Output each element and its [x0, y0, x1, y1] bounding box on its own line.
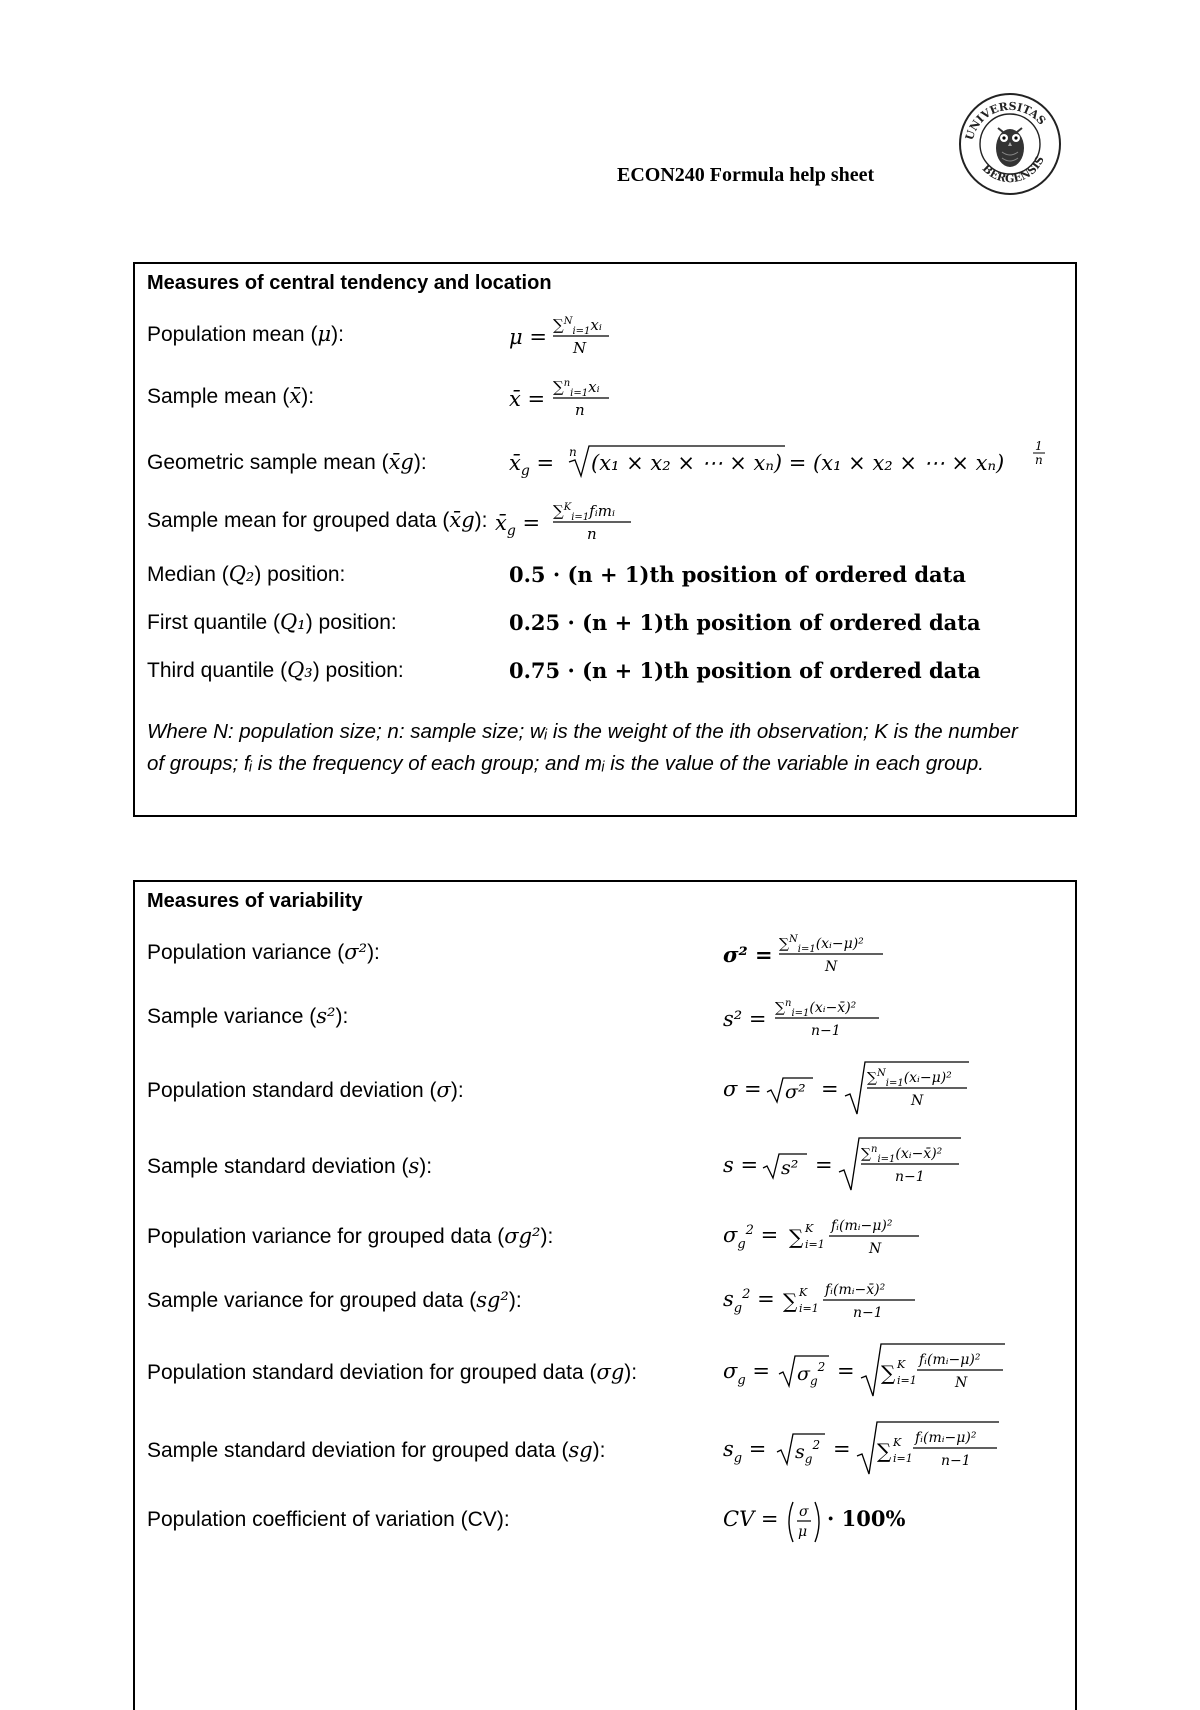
formula-sample-variance	[723, 994, 903, 1050]
svg-text:s² =: s² =	[723, 1007, 767, 1031]
svg-text:∑ni=1xᵢ: ∑$^n_{i=1}$xᵢ	[553, 378, 600, 399]
formula-row-population-sd-grouped	[147, 1352, 1065, 1392]
formula-row-geometric-mean	[147, 439, 1065, 482]
svg-text:fᵢ(mᵢ−μ)²: fᵢ(mᵢ−μ)²	[831, 1218, 893, 1234]
svg-text:σ: σ	[799, 1504, 809, 1520]
svg-text:n: n	[569, 445, 577, 459]
svg-text:n−1: n−1	[895, 1169, 925, 1185]
svg-text:N: N	[825, 959, 838, 975]
svg-text:=: =	[837, 1359, 855, 1383]
svg-text:σ =: σ =	[723, 1077, 762, 1101]
formula-sample-sd	[723, 1132, 983, 1196]
svg-text:∑Ni=1(xᵢ−μ)²: ∑$^N_{i=1}$(xᵢ−μ)²	[779, 934, 864, 955]
svg-text:sg =: $s_g$ =	[723, 1437, 767, 1466]
formula-population-variance-grouped	[723, 1210, 943, 1266]
formula-row-sample-variance-grouped	[147, 1280, 1065, 1320]
row-label: Sample standard deviation (s):	[147, 1154, 433, 1178]
svg-text:i=1: i=1	[799, 1302, 819, 1315]
svg-text:CV =: CV =	[723, 1507, 779, 1531]
definitions-note: Where N: population size; n: sample size; wᵢ is the weight of the ith observation; K is the number of groups; fᵢ is the frequency of each group; and mᵢ is the value of the variable in each group.	[147, 720, 1018, 775]
formula-coefficient-of-variation	[723, 1494, 923, 1550]
svg-text:=: =	[821, 1077, 839, 1101]
formula-row-sample-sd	[147, 1146, 1065, 1186]
svg-text:σ²: σ²	[785, 1081, 806, 1103]
row-label: Third quantile (Q₃) position:	[147, 658, 404, 682]
row-label: Sample mean for grouped data (x̄g):	[147, 508, 488, 532]
section-heading: Measures of variability	[147, 890, 363, 912]
formula-first-quantile: 0.25 · (n + 1)th position of ordered data	[509, 610, 981, 635]
svg-text:K: K	[805, 1222, 814, 1235]
formula-row-population-mean	[147, 314, 1065, 357]
svg-text:x̄g =: $x̄_g$ =	[495, 511, 541, 539]
formula-row-first-quantile	[147, 602, 1065, 642]
formula-population-sd	[723, 1056, 983, 1120]
variability-section	[133, 880, 1077, 1710]
svg-text:fᵢ(mᵢ−μ)²: fᵢ(mᵢ−μ)²	[919, 1352, 981, 1368]
svg-text:i=1: i=1	[897, 1374, 917, 1387]
svg-text:N: N	[955, 1375, 968, 1391]
svg-text:n−1: n−1	[941, 1453, 971, 1469]
formula-row-sample-sd-grouped	[147, 1430, 1065, 1470]
svg-text:1: 1	[1035, 439, 1043, 453]
page-title: ECON240 Formula help sheet	[617, 164, 875, 186]
svg-text:sg2: $s_g^2$	[795, 1438, 821, 1466]
svg-text:i=1: i=1	[893, 1452, 913, 1465]
svg-text:K: K	[799, 1286, 808, 1299]
svg-text:σg =: $\sigma_g$ =	[723, 1359, 770, 1388]
row-label: Sample mean (x̄):	[147, 384, 315, 408]
formula-population-mean	[509, 312, 649, 368]
svg-text:N: N	[869, 1241, 882, 1257]
formula-row-third-quantile	[147, 650, 1065, 690]
svg-text:∑: ∑	[877, 1439, 892, 1463]
svg-text:· 100%: · 100%	[827, 1506, 906, 1531]
svg-text:μ: μ	[798, 1524, 808, 1540]
row-label: Sample variance for grouped data (sg²):	[147, 1288, 522, 1312]
svg-text:x̄g =: $x̄_g$ =	[509, 451, 555, 479]
svg-text:fᵢ(mᵢ−x̄)²: fᵢ(mᵢ−x̄)²	[825, 1282, 886, 1298]
svg-text:∑Ni=1xᵢ: ∑$^N_{i=1}$xᵢ	[553, 316, 602, 337]
svg-text:(x₁ × x₂ × ⋯ × xₙ) = (x₁ × x₂: (x₁ × x₂ × ⋯ × xₙ) = (x₁ × x₂ × ⋯ × xₙ)	[591, 451, 1005, 475]
formula-population-variance	[723, 930, 903, 986]
row-label: Sample variance (s²):	[147, 1004, 349, 1028]
svg-text:n: n	[575, 401, 585, 419]
svg-text:∑Ki=1fᵢmᵢ: ∑$^K_{i=1}$fᵢmᵢ	[553, 502, 615, 523]
section-heading: Measures of central tendency and location	[147, 272, 552, 294]
svg-text:K: K	[897, 1358, 906, 1371]
formula-population-sd-grouped	[723, 1338, 1023, 1402]
row-label: Population mean (μ):	[147, 322, 344, 346]
formula-row-sample-variance	[147, 996, 1065, 1039]
svg-text:=: =	[833, 1437, 851, 1461]
formula-row-sample-mean	[147, 376, 1065, 419]
svg-text:=: =	[815, 1153, 833, 1177]
svg-text:N: N	[573, 339, 587, 357]
svg-text:n−1: n−1	[811, 1023, 841, 1039]
formula-row-population-variance-grouped	[147, 1216, 1065, 1256]
formula-row-coefficient-of-variation	[147, 1500, 1065, 1540]
formula-third-quantile: 0.75 · (n + 1)th position of ordered data	[509, 658, 981, 683]
formula-geometric-mean	[509, 434, 1049, 484]
row-label: Population standard deviation for grouped data (σg):	[147, 1360, 638, 1384]
row-label: Population variance for grouped data (σg²):	[147, 1224, 554, 1248]
formula-median: 0.5 · (n + 1)th position of ordered data	[509, 562, 966, 587]
central-tendency-section	[133, 262, 1077, 817]
svg-text:∑ni=1(xᵢ−x̄)²: ∑$^n_{i=1}$(xᵢ−x̄)²	[861, 1144, 943, 1165]
svg-text:∑: ∑	[881, 1361, 896, 1385]
svg-text:s =: s =	[723, 1153, 759, 1177]
svg-text:∑ni=1(xᵢ−x̄)²: ∑$^n_{i=1}$(xᵢ−x̄)²	[775, 998, 857, 1019]
formula-row-population-sd	[147, 1070, 1065, 1110]
svg-text:i=1: i=1	[805, 1238, 825, 1251]
row-label: Sample standard deviation for grouped data (sg):	[147, 1438, 606, 1462]
svg-text:σg2 =: $\sigma_g^2$ =	[723, 1223, 779, 1252]
svg-text:N: N	[911, 1093, 924, 1109]
row-label: First quantile (Q₁) position:	[147, 610, 397, 634]
row-label: Population variance (σ²):	[147, 940, 380, 964]
svg-text:σg2: $\sigma_g^2$	[797, 1360, 826, 1388]
svg-text:n: n	[1035, 453, 1043, 467]
row-label: Population standard deviation (σ):	[147, 1078, 464, 1102]
row-label: Geometric sample mean (x̄g):	[147, 450, 427, 474]
university-seal-logo	[958, 92, 1062, 196]
svg-text:n: n	[587, 525, 597, 543]
svg-text:K: K	[893, 1436, 902, 1449]
row-label: Median (Q₂) position:	[147, 562, 346, 586]
formula-row-grouped-mean	[147, 500, 1065, 543]
svg-text:UNIVERSITAS: UNIVERSITAS	[962, 99, 1049, 142]
formula-row-population-variance	[147, 932, 1065, 975]
formula-sample-sd-grouped	[723, 1416, 1023, 1480]
formula-grouped-mean	[495, 498, 665, 554]
svg-text:σ² =: σ² =	[723, 942, 773, 967]
svg-text:fᵢ(mᵢ−μ)²: fᵢ(mᵢ−μ)²	[915, 1430, 977, 1446]
svg-text:s²: s²	[781, 1157, 799, 1179]
svg-text:∑Ni=1(xᵢ−μ)²: ∑$^N_{i=1}$(xᵢ−μ)²	[867, 1068, 952, 1089]
svg-text:BERGENSIS: BERGENSIS	[979, 154, 1047, 186]
svg-text:x̄ =: x̄ =	[509, 387, 546, 411]
row-label: Population coefficient of variation (CV):	[147, 1508, 510, 1531]
svg-text:sg2 =: $s_g^2$ =	[723, 1287, 775, 1316]
svg-text:∑: ∑	[789, 1225, 804, 1249]
svg-text:n−1: n−1	[853, 1305, 883, 1321]
svg-text:μ =: μ =	[509, 325, 547, 349]
formula-row-median	[147, 554, 1065, 594]
formula-sample-variance-grouped	[723, 1274, 943, 1330]
formula-sample-mean	[509, 374, 649, 430]
svg-text:∑: ∑	[783, 1289, 798, 1313]
